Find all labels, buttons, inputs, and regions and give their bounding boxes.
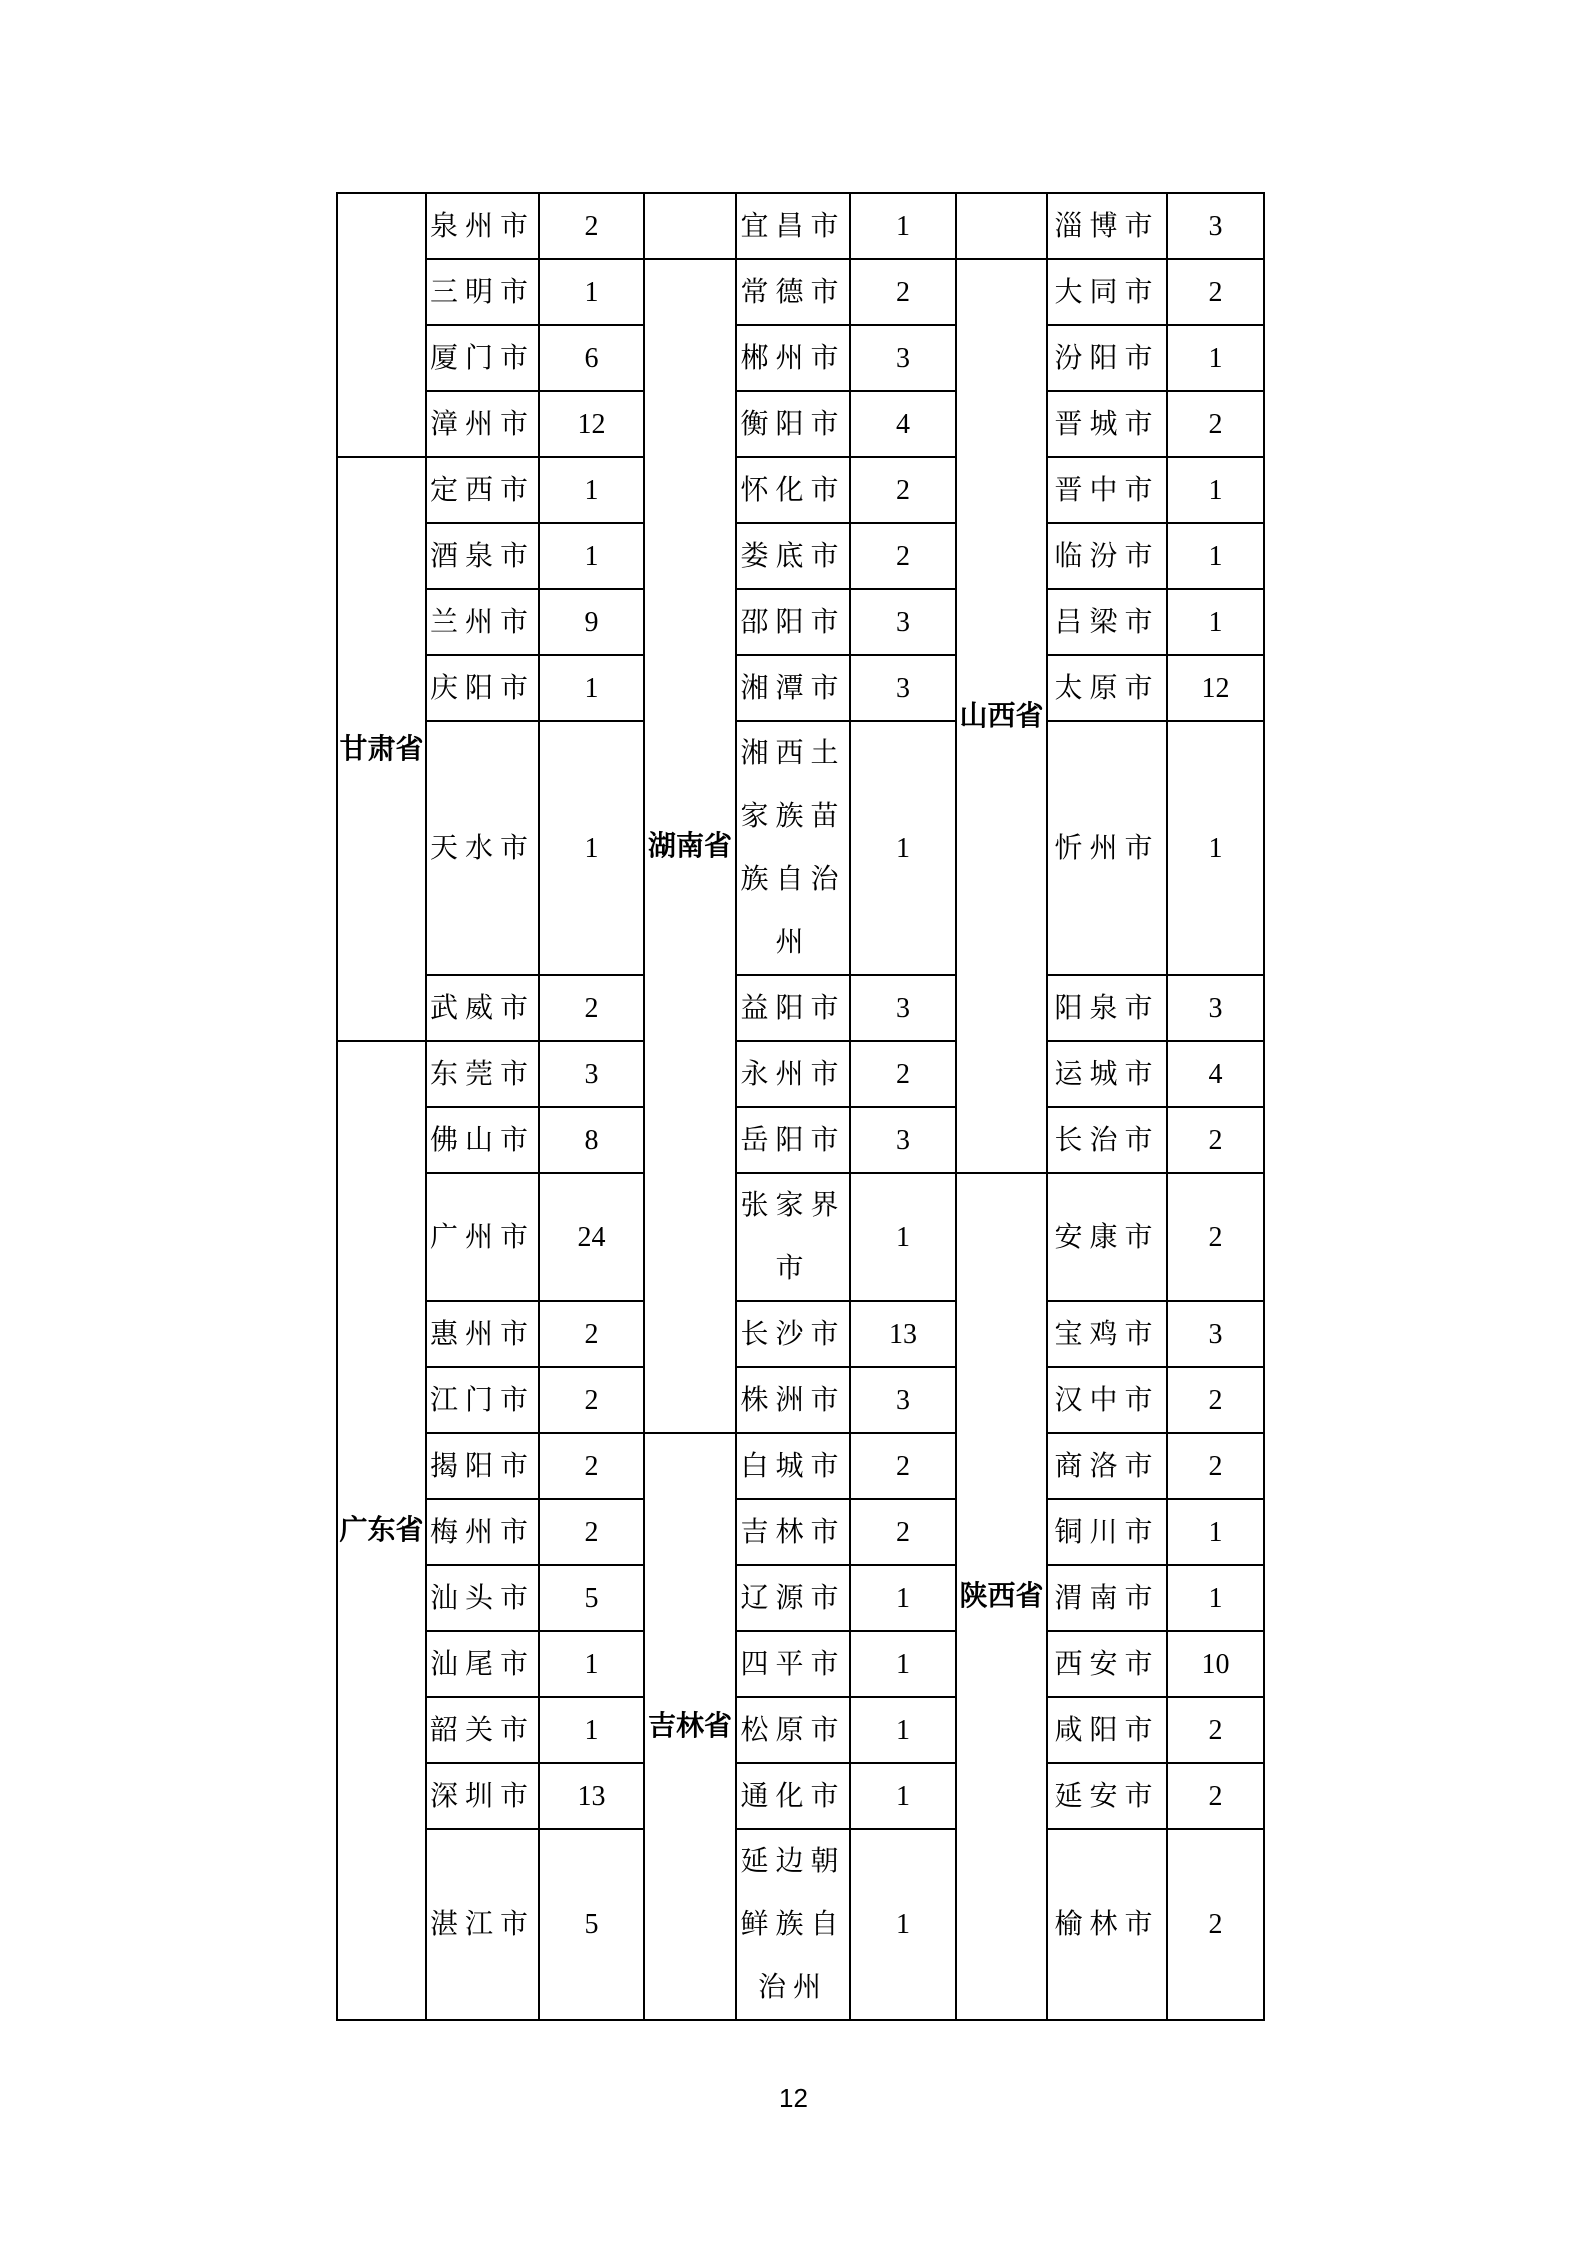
province-cell: 陕西省	[956, 1173, 1047, 2020]
count-cell: 1	[850, 1763, 956, 1829]
city-cell: 岳阳市	[736, 1107, 850, 1173]
count-cell: 2	[1167, 1433, 1264, 1499]
city-cell: 淄博市	[1047, 193, 1167, 259]
province-cell: 湖南省	[644, 259, 736, 1433]
city-cell: 延安市	[1047, 1763, 1167, 1829]
count-cell: 1	[850, 1173, 956, 1301]
city-cell: 永州市	[736, 1041, 850, 1107]
table-row	[337, 1829, 1264, 2020]
city-cell: 厦门市	[426, 325, 539, 391]
count-cell: 3	[1167, 193, 1264, 259]
city-cell: 忻州市	[1047, 721, 1167, 975]
city-cell: 榆林市	[1047, 1829, 1167, 2020]
city-cell: 江门市	[426, 1367, 539, 1433]
city-cell: 白城市	[736, 1433, 850, 1499]
city-cell: 三明市	[426, 259, 539, 325]
count-cell: 3	[850, 325, 956, 391]
city-cell: 定西市	[426, 457, 539, 523]
city-cell: 酒泉市	[426, 523, 539, 589]
city-cell: 惠州市	[426, 1301, 539, 1367]
city-cell: 漳州市	[426, 391, 539, 457]
table-body	[337, 193, 1264, 2020]
city-cell: 衡阳市	[736, 391, 850, 457]
table-row	[337, 523, 1264, 589]
count-cell: 13	[539, 1763, 644, 1829]
city-cell: 铜川市	[1047, 1499, 1167, 1565]
city-cell: 延边朝鲜族自治州	[736, 1829, 850, 2020]
count-cell: 3	[850, 975, 956, 1041]
count-cell: 2	[539, 1301, 644, 1367]
city-cell: 佛山市	[426, 1107, 539, 1173]
count-cell: 2	[1167, 1829, 1264, 2020]
city-cell: 湘潭市	[736, 655, 850, 721]
city-cell: 怀化市	[736, 457, 850, 523]
count-cell: 2	[539, 1499, 644, 1565]
count-cell: 1	[539, 457, 644, 523]
city-cell: 汉中市	[1047, 1367, 1167, 1433]
city-cell: 梅州市	[426, 1499, 539, 1565]
count-cell: 5	[539, 1565, 644, 1631]
count-cell: 2	[850, 523, 956, 589]
table-row	[337, 1041, 1264, 1107]
table-row	[337, 1631, 1264, 1697]
count-cell: 13	[850, 1301, 956, 1367]
count-cell: 2	[539, 193, 644, 259]
city-cell: 郴州市	[736, 325, 850, 391]
table-row	[337, 1499, 1264, 1565]
city-cell: 渭南市	[1047, 1565, 1167, 1631]
table-row	[337, 655, 1264, 721]
count-cell: 2	[1167, 1173, 1264, 1301]
city-cell: 武威市	[426, 975, 539, 1041]
city-cell: 商洛市	[1047, 1433, 1167, 1499]
count-cell: 24	[539, 1173, 644, 1301]
city-cell: 咸阳市	[1047, 1697, 1167, 1763]
city-cell: 吉林市	[736, 1499, 850, 1565]
province-cell: 吉林省	[644, 1433, 736, 2020]
city-cell: 娄底市	[736, 523, 850, 589]
city-cell: 韶关市	[426, 1697, 539, 1763]
city-cell: 四平市	[736, 1631, 850, 1697]
count-cell: 1	[850, 1631, 956, 1697]
city-cell: 太原市	[1047, 655, 1167, 721]
city-cell: 长治市	[1047, 1107, 1167, 1173]
count-cell: 1	[539, 523, 644, 589]
table-row	[337, 1565, 1264, 1631]
count-cell: 1	[539, 1631, 644, 1697]
city-cell: 湛江市	[426, 1829, 539, 2020]
province-cell-empty	[337, 193, 426, 457]
city-cell: 广州市	[426, 1173, 539, 1301]
count-cell: 1	[850, 1829, 956, 2020]
table-row	[337, 589, 1264, 655]
city-cell: 汾阳市	[1047, 325, 1167, 391]
city-cell: 株洲市	[736, 1367, 850, 1433]
count-cell: 2	[1167, 1367, 1264, 1433]
count-cell: 1	[850, 721, 956, 975]
city-cell: 兰州市	[426, 589, 539, 655]
city-cell: 宜昌市	[736, 193, 850, 259]
table-row	[337, 1301, 1264, 1367]
city-cell: 邵阳市	[736, 589, 850, 655]
count-cell: 1	[1167, 721, 1264, 975]
count-cell: 3	[539, 1041, 644, 1107]
table-row	[337, 259, 1264, 325]
table-row	[337, 325, 1264, 391]
count-cell: 2	[539, 1433, 644, 1499]
count-cell: 4	[1167, 1041, 1264, 1107]
city-cell: 宝鸡市	[1047, 1301, 1167, 1367]
count-cell: 12	[539, 391, 644, 457]
table-row	[337, 1697, 1264, 1763]
province-cell-empty	[644, 193, 736, 259]
table-row	[337, 1367, 1264, 1433]
table-row	[337, 193, 1264, 259]
table-row	[337, 1107, 1264, 1173]
count-cell: 9	[539, 589, 644, 655]
city-cell: 辽源市	[736, 1565, 850, 1631]
count-cell: 2	[539, 975, 644, 1041]
city-cell: 深圳市	[426, 1763, 539, 1829]
count-cell: 2	[850, 1041, 956, 1107]
city-cell: 安康市	[1047, 1173, 1167, 1301]
count-cell: 8	[539, 1107, 644, 1173]
city-cell: 东莞市	[426, 1041, 539, 1107]
count-cell: 3	[1167, 1301, 1264, 1367]
city-cell: 晋中市	[1047, 457, 1167, 523]
count-cell: 1	[1167, 325, 1264, 391]
table-row	[337, 721, 1264, 975]
count-cell: 2	[539, 1367, 644, 1433]
count-cell: 2	[1167, 391, 1264, 457]
count-cell: 6	[539, 325, 644, 391]
count-cell: 3	[1167, 975, 1264, 1041]
city-cell: 松原市	[736, 1697, 850, 1763]
city-cell: 运城市	[1047, 1041, 1167, 1107]
city-cell: 泉州市	[426, 193, 539, 259]
table-row	[337, 457, 1264, 523]
city-cell: 汕头市	[426, 1565, 539, 1631]
count-cell: 1	[1167, 1565, 1264, 1631]
city-cell: 庆阳市	[426, 655, 539, 721]
count-cell: 2	[850, 1499, 956, 1565]
city-cell: 揭阳市	[426, 1433, 539, 1499]
count-cell: 5	[539, 1829, 644, 2020]
count-cell: 3	[850, 589, 956, 655]
count-cell: 1	[1167, 589, 1264, 655]
table-row	[337, 391, 1264, 457]
city-cell: 汕尾市	[426, 1631, 539, 1697]
count-cell: 1	[539, 721, 644, 975]
table-row	[337, 1433, 1264, 1499]
count-cell: 3	[850, 655, 956, 721]
count-cell: 2	[850, 259, 956, 325]
count-cell: 2	[850, 1433, 956, 1499]
province-cell: 甘肃省	[337, 457, 426, 1041]
count-cell: 3	[850, 1367, 956, 1433]
count-cell: 1	[850, 193, 956, 259]
count-cell: 4	[850, 391, 956, 457]
count-cell: 1	[539, 655, 644, 721]
province-cell-empty	[956, 193, 1047, 259]
city-cell: 湘西土家族苗族自治州	[736, 721, 850, 975]
table-row	[337, 975, 1264, 1041]
count-cell: 1	[850, 1697, 956, 1763]
count-cell: 1	[850, 1565, 956, 1631]
count-cell: 2	[1167, 1697, 1264, 1763]
city-cell: 吕梁市	[1047, 589, 1167, 655]
count-cell: 1	[1167, 523, 1264, 589]
count-cell: 1	[539, 1697, 644, 1763]
region-table	[336, 192, 1265, 2021]
count-cell: 12	[1167, 655, 1264, 721]
province-cell: 广东省	[337, 1041, 426, 2020]
city-cell: 西安市	[1047, 1631, 1167, 1697]
city-cell: 阳泉市	[1047, 975, 1167, 1041]
count-cell: 1	[1167, 457, 1264, 523]
city-cell: 张家界市	[736, 1173, 850, 1301]
city-cell: 大同市	[1047, 259, 1167, 325]
count-cell: 2	[1167, 259, 1264, 325]
count-cell: 2	[1167, 1107, 1264, 1173]
count-cell: 2	[1167, 1763, 1264, 1829]
province-cell: 山西省	[956, 259, 1047, 1173]
city-cell: 晋城市	[1047, 391, 1167, 457]
page-number: 12	[779, 2083, 808, 2113]
table-row	[337, 1173, 1264, 1301]
city-cell: 通化市	[736, 1763, 850, 1829]
count-cell: 3	[850, 1107, 956, 1173]
city-cell: 长沙市	[736, 1301, 850, 1367]
city-cell: 常德市	[736, 259, 850, 325]
city-cell: 临汾市	[1047, 523, 1167, 589]
count-cell: 2	[850, 457, 956, 523]
city-cell: 益阳市	[736, 975, 850, 1041]
city-cell: 天水市	[426, 721, 539, 975]
count-cell: 1	[1167, 1499, 1264, 1565]
count-cell: 10	[1167, 1631, 1264, 1697]
count-cell: 1	[539, 259, 644, 325]
table-row	[337, 1763, 1264, 1829]
